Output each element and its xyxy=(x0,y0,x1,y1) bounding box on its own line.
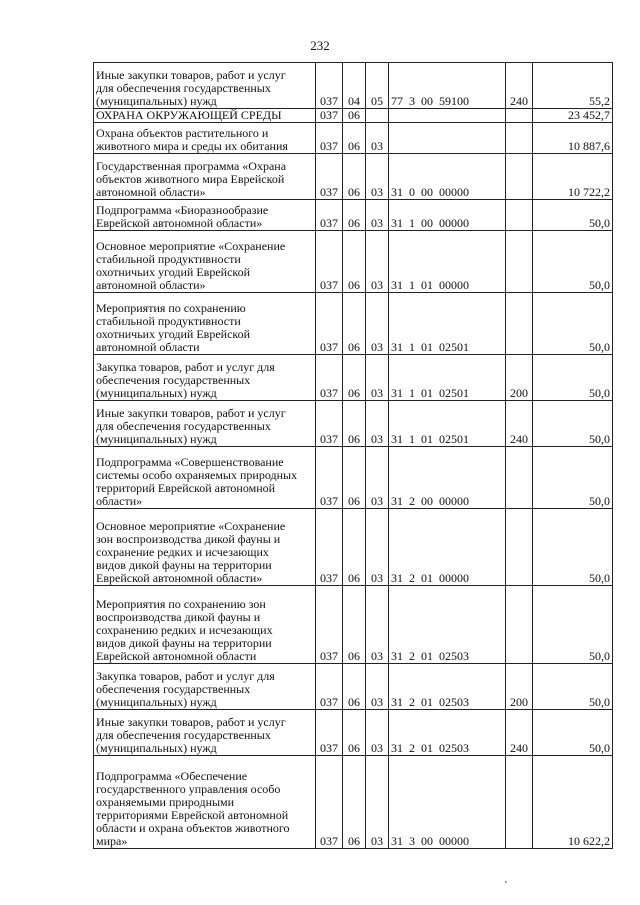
row-name xyxy=(94,109,316,123)
section-code-cell: 06 xyxy=(343,200,366,231)
row-name-line: видов дикой фауны на территории xyxy=(96,636,272,650)
row-name-line: охотничьих угодий Еврейской xyxy=(96,327,251,341)
target-article-cell: 31 2 01 00000 xyxy=(389,509,506,586)
target-article-cell: 31 1 01 02501 xyxy=(389,355,506,401)
row-name-line: обеспечения государственных xyxy=(96,682,251,696)
subsection-code-cell: 03 xyxy=(366,710,389,756)
table-row xyxy=(94,154,613,200)
target-article-cell: 31 1 01 00000 xyxy=(389,231,506,293)
row-name-line: для обеспечения государственных xyxy=(96,728,271,742)
expense-type-cell xyxy=(506,447,533,509)
row-name-line: Основное мероприятие «Сохранение xyxy=(96,239,286,253)
row-name-line: охотничьих угодий Еврейской xyxy=(96,265,251,279)
section-code-cell: 06 xyxy=(343,293,366,355)
section-code-cell: 06 xyxy=(343,154,366,200)
expense-type-cell xyxy=(506,293,533,355)
subsection-code-cell: 03 xyxy=(366,200,389,231)
row-name-line: ОХРАНА ОКРУЖАЮЩЕЙ СРЕДЫ xyxy=(96,108,282,122)
row-name-line: охраняемыми природными xyxy=(96,795,235,809)
row-name xyxy=(94,154,316,200)
row-name xyxy=(94,756,316,849)
row-name xyxy=(94,509,316,586)
row-name-line: Закупка товаров, работ и услуг для xyxy=(96,669,275,683)
target-article-cell xyxy=(389,109,506,123)
table-row xyxy=(94,586,613,664)
subsection-code-cell: 03 xyxy=(366,586,389,664)
ministry-code-cell: 037 xyxy=(316,447,343,509)
row-name-line: (муниципальных) нужд xyxy=(96,94,217,108)
ministry-code-cell: 037 xyxy=(316,664,343,710)
table-row xyxy=(94,109,613,123)
row-name xyxy=(94,401,316,447)
row-name-line: территориями Еврейской автономной xyxy=(96,808,289,822)
row-name-line: (муниципальных) нужд xyxy=(96,432,217,446)
ministry-code-cell: 037 xyxy=(316,401,343,447)
row-name-line: Мероприятия по сохранению xyxy=(96,301,246,315)
target-article-cell: 31 2 01 02503 xyxy=(389,664,506,710)
table-row xyxy=(94,710,613,756)
subsection-code-cell: 03 xyxy=(366,154,389,200)
table-row xyxy=(94,123,613,154)
section-code-cell: 06 xyxy=(343,231,366,293)
row-name-line: Иные закупки товаров, работ и услуг xyxy=(96,406,286,420)
row-name xyxy=(94,355,316,401)
table-row xyxy=(94,664,613,710)
row-name xyxy=(94,63,316,109)
amount-cell: 10 722,2 xyxy=(533,154,613,200)
expense-type-cell xyxy=(506,123,533,154)
ministry-code-cell: 037 xyxy=(316,154,343,200)
table-row xyxy=(94,401,613,447)
section-code-cell: 06 xyxy=(343,710,366,756)
row-name-line: объектов животного мира Еврейской xyxy=(96,172,285,186)
expense-type-cell: 200 xyxy=(506,355,533,401)
ministry-code-cell: 037 xyxy=(316,200,343,231)
row-name-line: государственного управления особо xyxy=(96,782,281,796)
expense-type-cell xyxy=(506,200,533,231)
expense-type-cell xyxy=(506,109,533,123)
table-row xyxy=(94,355,613,401)
row-name-line: Иные закупки товаров, работ и услуг xyxy=(96,715,286,729)
ministry-code-cell: 037 xyxy=(316,63,343,109)
expense-type-cell xyxy=(506,586,533,664)
ministry-code-cell: 037 xyxy=(316,756,343,849)
target-article-cell: 31 1 00 00000 xyxy=(389,200,506,231)
row-name xyxy=(94,200,316,231)
expense-type-cell xyxy=(506,509,533,586)
amount-cell: 50,0 xyxy=(533,401,613,447)
row-name xyxy=(94,664,316,710)
subsection-code-cell: 03 xyxy=(366,293,389,355)
section-code-cell: 04 xyxy=(343,63,366,109)
section-code-cell: 06 xyxy=(343,109,366,123)
row-name-line: сохранение редких и исчезающих xyxy=(96,545,269,559)
row-name-line: системы особо охраняемых природных xyxy=(96,468,298,482)
row-name-line: Государственная программа «Охрана xyxy=(96,159,287,173)
expense-type-cell xyxy=(506,154,533,200)
ministry-code-cell: 037 xyxy=(316,109,343,123)
target-article-cell: 77 3 00 59100 xyxy=(389,63,506,109)
row-name-line: Закупка товаров, работ и услуг для xyxy=(96,360,275,374)
row-name-line: области и охрана объектов животного xyxy=(96,821,290,835)
row-name xyxy=(94,710,316,756)
table-row xyxy=(94,231,613,293)
table-row xyxy=(94,200,613,231)
row-name xyxy=(94,231,316,293)
target-article-cell: 31 1 01 02501 xyxy=(389,401,506,447)
row-name-line: (муниципальных) нужд xyxy=(96,741,217,755)
expense-type-cell: 240 xyxy=(506,710,533,756)
ministry-code-cell: 037 xyxy=(316,231,343,293)
row-name-line: Охрана объектов растительного и xyxy=(96,126,269,140)
row-name-line: (муниципальных) нужд xyxy=(96,386,217,400)
target-article-cell: 31 1 01 02501 xyxy=(389,293,506,355)
row-name-line: воспроизводства дикой фауны и xyxy=(96,610,261,624)
section-code-cell: 06 xyxy=(343,756,366,849)
section-code-cell: 06 xyxy=(343,664,366,710)
subsection-code-cell: 03 xyxy=(366,447,389,509)
expense-type-cell xyxy=(506,756,533,849)
target-article-cell xyxy=(389,123,506,154)
row-name-line: (муниципальных) нужд xyxy=(96,695,217,709)
section-code-cell: 06 xyxy=(343,509,366,586)
row-name xyxy=(94,123,316,154)
expense-type-cell: 240 xyxy=(506,63,533,109)
row-name-line: зон воспроизводства дикой фауны и xyxy=(96,532,281,546)
row-name-line: автономной области xyxy=(96,340,200,354)
amount-cell: 23 452,7 xyxy=(533,109,613,123)
row-name-line: Иные закупки товаров, работ и услуг xyxy=(96,68,286,82)
row-name-line: видов дикой фауны на территории xyxy=(96,558,272,572)
ministry-code-cell: 037 xyxy=(316,509,343,586)
row-name-line: области» xyxy=(96,494,143,508)
ministry-code-cell: 037 xyxy=(316,710,343,756)
page-number: 232 xyxy=(310,38,330,53)
row-name-line: Подпрограмма «Обеспечение xyxy=(96,769,248,783)
row-name xyxy=(94,586,316,664)
subsection-code-cell: 03 xyxy=(366,664,389,710)
row-name-line: обеспечения государственных xyxy=(96,373,251,387)
table-row xyxy=(94,756,613,849)
row-name xyxy=(94,293,316,355)
amount-cell: 50,0 xyxy=(533,586,613,664)
amount-cell: 10 622,2 xyxy=(533,756,613,849)
subsection-code-cell xyxy=(366,109,389,123)
row-name xyxy=(94,447,316,509)
subsection-code-cell: 03 xyxy=(366,509,389,586)
section-code-cell: 06 xyxy=(343,447,366,509)
amount-cell: 55,2 xyxy=(533,63,613,109)
row-name-line: сохранению редких и исчезающих xyxy=(96,623,273,637)
target-article-cell: 31 2 01 02503 xyxy=(389,710,506,756)
table-row xyxy=(94,509,613,586)
row-name-line: для обеспечения государственных xyxy=(96,81,271,95)
row-name-line: автономной области» xyxy=(96,185,206,199)
ministry-code-cell: 037 xyxy=(316,586,343,664)
amount-cell: 50,0 xyxy=(533,664,613,710)
amount-cell: 50,0 xyxy=(533,447,613,509)
row-name-line: животного мира и среды их обитания xyxy=(96,139,288,153)
expense-type-cell: 240 xyxy=(506,401,533,447)
amount-cell: 50,0 xyxy=(533,293,613,355)
row-name-line: мира» xyxy=(96,834,128,848)
subsection-code-cell: 03 xyxy=(366,231,389,293)
footer-mark: ' xyxy=(505,880,507,891)
subsection-code-cell: 03 xyxy=(366,123,389,154)
target-article-cell: 31 2 01 02503 xyxy=(389,586,506,664)
row-name-line: Мероприятия по сохранению зон xyxy=(96,597,266,611)
section-code-cell: 06 xyxy=(343,586,366,664)
budget-table xyxy=(93,62,613,849)
table-row xyxy=(94,293,613,355)
target-article-cell: 31 3 00 00000 xyxy=(389,756,506,849)
subsection-code-cell: 03 xyxy=(366,756,389,849)
row-name-line: Еврейской автономной области» xyxy=(96,571,263,585)
target-article-cell: 31 0 00 00000 xyxy=(389,154,506,200)
expense-type-cell xyxy=(506,231,533,293)
ministry-code-cell: 037 xyxy=(316,355,343,401)
amount-cell: 50,0 xyxy=(533,355,613,401)
row-name-line: стабильной продуктивности xyxy=(96,252,241,266)
amount-cell: 50,0 xyxy=(533,710,613,756)
expense-type-cell: 200 xyxy=(506,664,533,710)
table-row xyxy=(94,63,613,109)
ministry-code-cell: 037 xyxy=(316,293,343,355)
subsection-code-cell: 03 xyxy=(366,355,389,401)
row-name-line: для обеспечения государственных xyxy=(96,419,271,433)
row-name-line: Основное мероприятие «Сохранение xyxy=(96,519,286,533)
row-name-line: Еврейской автономной области» xyxy=(96,216,263,230)
section-code-cell: 06 xyxy=(343,123,366,154)
subsection-code-cell: 03 xyxy=(366,401,389,447)
row-name-line: Еврейской автономной области xyxy=(96,649,257,663)
amount-cell: 10 887,6 xyxy=(533,123,613,154)
section-code-cell: 06 xyxy=(343,355,366,401)
row-name-line: территорий Еврейской автономной xyxy=(96,481,276,495)
row-name-line: Подпрограмма «Совершенствование xyxy=(96,455,284,469)
row-name-line: Подпрограмма «Биоразнообразие xyxy=(96,203,269,217)
target-article-cell: 31 2 00 00000 xyxy=(389,447,506,509)
ministry-code-cell: 037 xyxy=(316,123,343,154)
amount-cell: 50,0 xyxy=(533,231,613,293)
amount-cell: 50,0 xyxy=(533,509,613,586)
table-row xyxy=(94,447,613,509)
subsection-code-cell: 05 xyxy=(366,63,389,109)
row-name-line: автономной области» xyxy=(96,278,206,292)
section-code-cell: 06 xyxy=(343,401,366,447)
row-name-line: стабильной продуктивности xyxy=(96,314,241,328)
amount-cell: 50,0 xyxy=(533,200,613,231)
